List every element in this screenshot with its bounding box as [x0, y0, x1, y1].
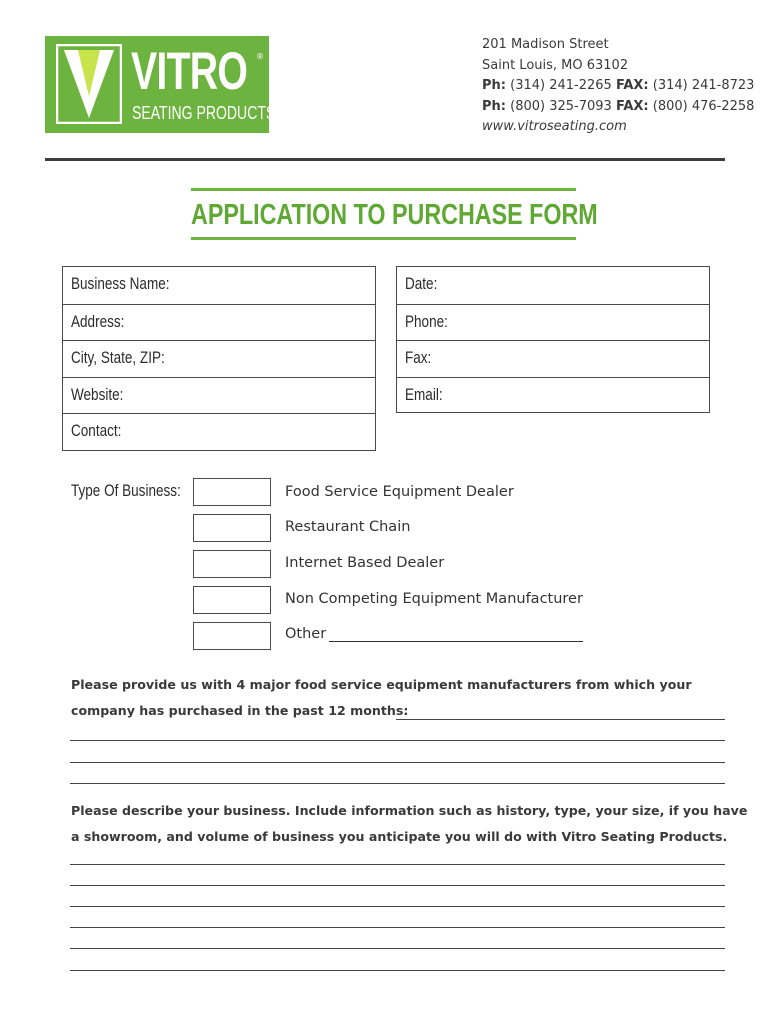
describe-business-question: [71, 798, 747, 850]
vitro-v-mark-icon: [56, 44, 122, 124]
field-label: Fax:: [405, 349, 432, 368]
checkbox-non-competing-manufacturer[interactable]: [193, 586, 271, 614]
answer-line[interactable]: [70, 762, 725, 763]
question-line: Please describe your business. Include information such as history, type, your size, if you have: [71, 803, 748, 818]
option-label: Food Service Equipment Dealer: [285, 484, 514, 500]
logo-wordmark: VITRO: [131, 42, 248, 101]
checkbox-food-service-dealer[interactable]: [193, 478, 271, 506]
field-label: Website:: [71, 385, 124, 404]
field-email[interactable]: [397, 377, 709, 414]
business-type-label: Type Of Business:: [71, 482, 181, 500]
phone-line-2: [482, 97, 754, 118]
fax-number: (314) 241-8723: [652, 78, 755, 93]
field-label: City, State, ZIP:: [71, 349, 165, 368]
phone-number: (800) 325-7093: [510, 98, 612, 114]
answer-line[interactable]: [396, 719, 725, 720]
answer-line[interactable]: [70, 906, 725, 907]
checkbox-internet-dealer[interactable]: [193, 550, 271, 578]
logo-subtitle: SEATING PRODUCTS: [132, 103, 276, 123]
phone-line-1: [482, 76, 754, 97]
field-label: Contact:: [71, 422, 122, 441]
question-line: a showroom, and volume of business you anticipate you will do with Vitro Seating Products.: [71, 829, 728, 844]
answer-line[interactable]: [70, 927, 725, 928]
title-frame: [191, 188, 598, 240]
option-label: Other: [285, 626, 327, 642]
street-line: 201 Madison Street: [482, 37, 609, 52]
registered-mark: ®: [256, 52, 264, 61]
contact-info-table: [396, 266, 710, 413]
question-line: Please provide us with 4 major food service equipment manufacturers from which your: [71, 677, 692, 692]
field-label: Email:: [405, 385, 443, 404]
field-date[interactable]: [397, 267, 709, 304]
field-label: Business Name:: [71, 275, 170, 293]
option-label: Non Competing Equipment Manufacturer: [285, 591, 583, 607]
company-address: [482, 35, 754, 138]
option-label: Internet Based Dealer: [285, 555, 445, 571]
fax-number: (800) 476-2258: [652, 98, 755, 114]
fax-label: FAX:: [615, 98, 649, 114]
business-info-table: [62, 266, 376, 451]
field-label: Phone:: [405, 312, 448, 331]
phone-number: (314) 241-2265: [510, 78, 612, 93]
vitro-logo: [45, 36, 276, 133]
answer-line[interactable]: [70, 970, 725, 971]
field-city-state-zip[interactable]: [63, 340, 375, 377]
page-title: APPLICATION TO PURCHASE FORM: [191, 199, 598, 231]
header-divider: [45, 158, 725, 161]
field-label: Address:: [71, 312, 125, 331]
manufacturers-question: [71, 672, 692, 724]
answer-line[interactable]: [70, 885, 725, 886]
fax-label: FAX:: [615, 78, 649, 93]
other-write-in-line[interactable]: [329, 641, 583, 642]
phone-label: Ph:: [482, 78, 506, 93]
checkbox-other[interactable]: [193, 622, 271, 650]
answer-line[interactable]: [70, 948, 725, 949]
field-label: Date:: [405, 275, 438, 293]
city-line: Saint Louis, MO 63102: [482, 57, 629, 73]
answer-line[interactable]: [70, 783, 725, 784]
option-label: Restaurant Chain: [285, 519, 411, 535]
answer-line[interactable]: [70, 864, 725, 865]
question-line: company has purchased in the past 12 months:: [71, 703, 409, 718]
answer-line[interactable]: [70, 740, 725, 741]
website-link[interactable]: www.vitroseating.com: [482, 119, 627, 134]
phone-label: Ph:: [482, 98, 506, 114]
field-phone[interactable]: [397, 304, 709, 341]
checkbox-restaurant-chain[interactable]: [193, 514, 271, 542]
field-contact[interactable]: [63, 413, 375, 450]
field-website[interactable]: [63, 377, 375, 414]
field-business-name[interactable]: [63, 267, 375, 304]
field-fax[interactable]: [397, 340, 709, 377]
field-address[interactable]: [63, 304, 375, 341]
